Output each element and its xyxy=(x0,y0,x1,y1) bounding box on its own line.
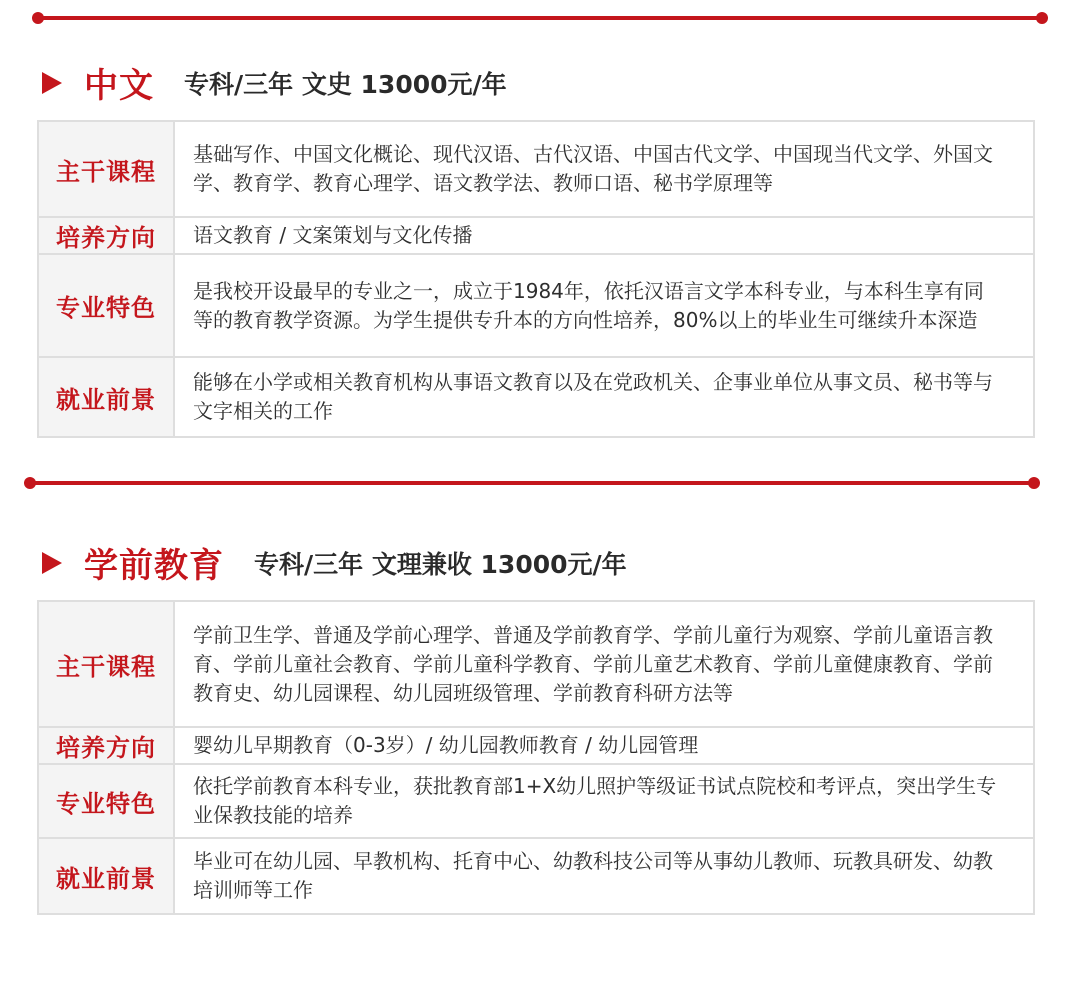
row-content: 婴幼儿早期教育（0-3岁）/ 幼儿园教师教育 / 幼儿园管理 xyxy=(174,727,1034,764)
major-info-table xyxy=(37,120,1035,438)
section-divider xyxy=(30,481,1034,485)
row-label: 就业前景 xyxy=(38,357,174,437)
row-content: 依托学前教育本科专业，获批教育部1+X幼儿照护等级证书试点院校和考评点，突出学生专业保教技能的培养 xyxy=(174,764,1034,838)
row-label: 专业特色 xyxy=(38,764,174,838)
row-label: 培养方向 xyxy=(38,727,174,764)
row-content: 基础写作、中国文化概论、现代汉语、古代汉语、中国古代文学、中国现当代文学、外国文学、教育学、教育心理学、语文教学法、教师口语、秘书学原理等 xyxy=(174,121,1034,217)
major-info-table xyxy=(37,600,1035,915)
table-row xyxy=(38,121,1034,217)
triangle-bullet-icon xyxy=(42,552,62,574)
table-row xyxy=(38,217,1034,254)
row-label: 专业特色 xyxy=(38,254,174,357)
row-content: 毕业可在幼儿园、早教机构、托育中心、幼教科技公司等从事幼儿教师、玩教具研发、幼教培训师等工作 xyxy=(174,838,1034,914)
table-row xyxy=(38,838,1034,914)
row-label: 主干课程 xyxy=(38,121,174,217)
major-name: 中文 xyxy=(84,66,154,106)
table-row xyxy=(38,254,1034,357)
row-label: 就业前景 xyxy=(38,838,174,914)
triangle-bullet-icon xyxy=(42,72,62,94)
table-row xyxy=(38,764,1034,838)
major-heading xyxy=(42,538,627,587)
row-content: 是我校开设最早的专业之一，成立于1984年，依托汉语言文学本科专业，与本科生享有同等的教育教学资源。为学生提供专升本的方向性培养，80%以上的毕业生可继续升本深造 xyxy=(174,254,1034,357)
major-info: 专科/三年 文理兼收 13000元/年 xyxy=(254,549,627,579)
row-content: 学前卫生学、普通及学前心理学、普通及学前教育学、学前儿童行为观察、学前儿童语言教育、学前儿童社会教育、学前儿童科学教育、学前儿童艺术教育、学前儿童健康教育、学前教育史、幼儿园课程、幼儿园班级管理、学前教育科研方法等 xyxy=(174,601,1034,727)
table-row xyxy=(38,357,1034,437)
major-heading xyxy=(42,58,507,107)
major-info: 专科/三年 文史 13000元/年 xyxy=(184,69,507,99)
row-label: 培养方向 xyxy=(38,217,174,254)
row-label: 主干课程 xyxy=(38,601,174,727)
table-row xyxy=(38,727,1034,764)
row-content: 能够在小学或相关教育机构从事语文教育以及在党政机关、企事业单位从事文员、秘书等与文字相关的工作 xyxy=(174,357,1034,437)
section-divider xyxy=(38,16,1042,20)
row-content: 语文教育 / 文案策划与文化传播 xyxy=(174,217,1034,254)
table-row xyxy=(38,601,1034,727)
major-name: 学前教育 xyxy=(84,546,224,586)
